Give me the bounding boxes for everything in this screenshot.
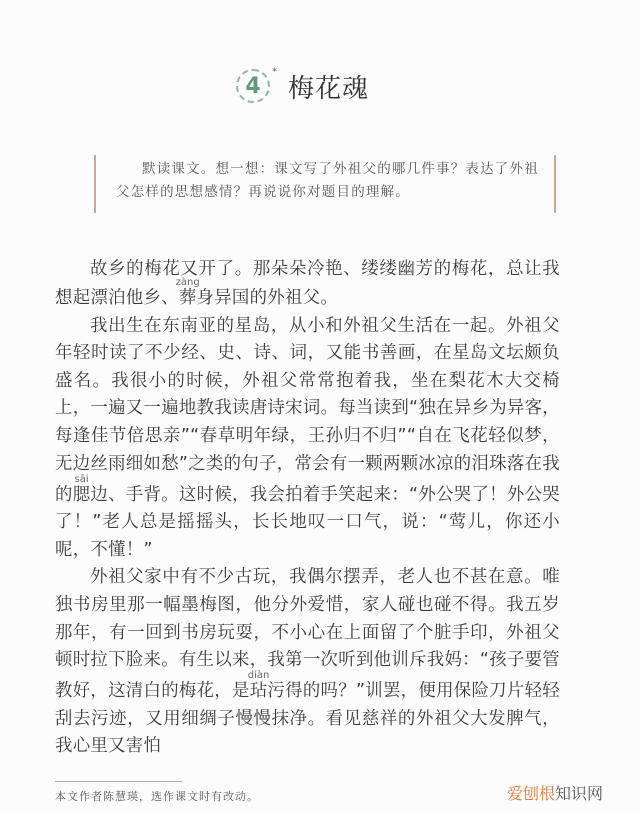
optional-lesson-marker: * [272,67,277,77]
lesson-header [236,66,369,106]
pinyin-annotation [175,277,200,308]
paragraph-text: 身异国的外祖父。 [196,288,339,308]
footnote-divider [55,781,182,782]
lesson-number-badge [236,67,277,103]
watermark-part-b: 知识网 [555,784,604,803]
pinyin: diàn [247,670,270,682]
paragraph-1 [55,256,560,313]
watermark [507,781,603,804]
paragraph-text: 外祖父家中有不少古玩，我偶尔摆弄，老人也不甚在意。唯独书房里那一幅墨梅图，他分外爱惜，家人碰也碰不得。我五岁那年，有一回到书房玩耍，不小心在上面留了个脏手印，外祖父顿时拉下脸来。有生以来，我第一次听到他训斥我妈：“孩子要管教好，这清白的梅花，是 [55,567,560,702]
pinyin-annotation [247,670,270,702]
annotated-char: 葬 [175,288,200,308]
lesson-number: 4 [245,73,261,99]
paragraph-text: 边、手背。这时候，我会拍着手笑起来：“外公哭了！外公哭了！”老人总是摇摇头，长长地叹一口气，说：“莺儿，你还小呢，不懂！” [55,484,560,560]
pinyin: sāi [72,473,91,485]
paragraph-text: 污得的吗？”训罢，便用保险刀片轻轻刮去污迹，又用细绸子慢慢抹净。看见慈祥的外祖父大发脾气，我心里又害怕 [55,681,560,757]
paragraph-3 [55,564,560,761]
paragraph-text: 我出生在东南亚的星岛，从小和外祖父生活在一起。外祖父年轻时读了不少经、史、诗、词，又能书善画，在星岛文坛颇负盛名。我很小的时候，外祖父常常抱着我，坐在梨花木大交椅上，一遍又一遍地教我读唐诗宋词。每当读到“独在异乡为异客，每逢佳节倍思亲”“春草明年绿，王孙归不归”“自在飞花轻似梦，无边丝雨细如愁”之类的句子，常会有一颗两颗冰凉的泪珠落在我的 [55,315,560,505]
annotated-char: 腮 [72,484,91,505]
prompt-left-bar [94,155,96,213]
pinyin-annotation [72,473,91,505]
prompt-right-bar [554,155,556,213]
reading-prompt-text: 默读课文。想一想：课文写了外祖父的哪几件事？表达了外祖父怎样的思想感情？再说说你对题目的理解。 [116,161,539,200]
watermark-part-a: 爱刨根 [507,784,556,803]
paragraph-text: 故乡的梅花又开了。那朵朵冷艳、缕缕幽芳的梅花，总让我想起漂泊他乡、 [55,259,560,308]
paragraph-2 [55,313,560,565]
annotated-char: 玷 [247,681,270,702]
footnote: 本文作者陈慧瑛，选作课文时有改动。 [55,790,259,803]
pinyin: zàng [175,277,200,288]
reading-prompt-box [94,150,556,212]
article-body [55,256,560,761]
page-title: 梅花魂 [288,73,370,104]
